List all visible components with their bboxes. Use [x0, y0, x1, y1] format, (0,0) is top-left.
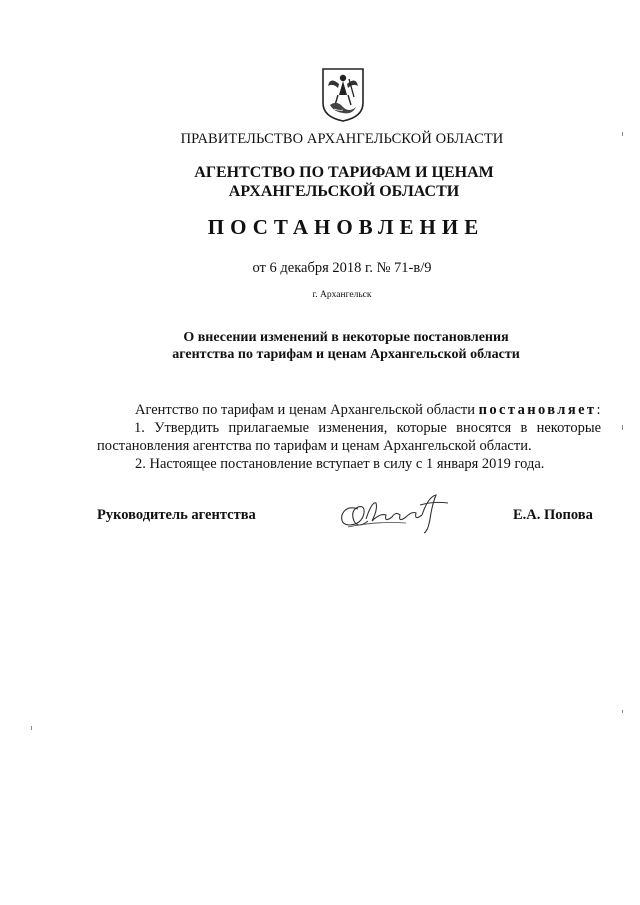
agency-title-line1: АГЕНТСТВО ПО ТАРИФАМ И ЦЕНАМ	[194, 164, 494, 181]
scan-speck	[622, 132, 623, 136]
document-city: г. Архангельск	[312, 290, 372, 300]
scan-speck	[622, 425, 623, 430]
document-subject	[26, 329, 640, 363]
resolution-item-1: 1. Утвердить прилагаемые изменения, которые вносятся в некоторые постановления агентства по тарифам и ценам Архангельской области.	[97, 420, 601, 454]
signer-name: Е.А. Попова	[513, 507, 593, 523]
preamble	[135, 401, 600, 419]
coat-of-arms-icon	[321, 67, 365, 123]
preamble-colon: :	[596, 402, 601, 418]
agency-title-line2: АРХАНГЕЛЬСКОЙ ОБЛАСТИ	[228, 183, 460, 200]
signer-position: Руководитель агентства	[97, 507, 256, 523]
signature-icon	[336, 491, 454, 535]
agency-title	[24, 163, 640, 201]
subject-line2: агентства по тарифам и ценам Архангельской области	[172, 347, 520, 362]
resolution-item-2: 2. Настоящее постановление вступает в силу с 1 января 2019 года.	[135, 456, 545, 472]
government-title: ПРАВИТЕЛЬСТВО АРХАНГЕЛЬСКОЙ ОБЛАСТИ	[180, 131, 504, 147]
document-date-number: от 6 декабря 2018 г. № 71-в/9	[252, 260, 432, 276]
document-type: ПОСТАНОВЛЕНИЕ	[207, 215, 485, 239]
subject-line1: О внесении изменений в некоторые постановления	[183, 330, 509, 345]
preamble-keyword: постановляет	[478, 402, 597, 418]
preamble-text: Агентство по тарифам и ценам Архангельской области	[135, 402, 479, 418]
scan-speck	[622, 710, 623, 713]
scan-speck	[31, 726, 32, 730]
